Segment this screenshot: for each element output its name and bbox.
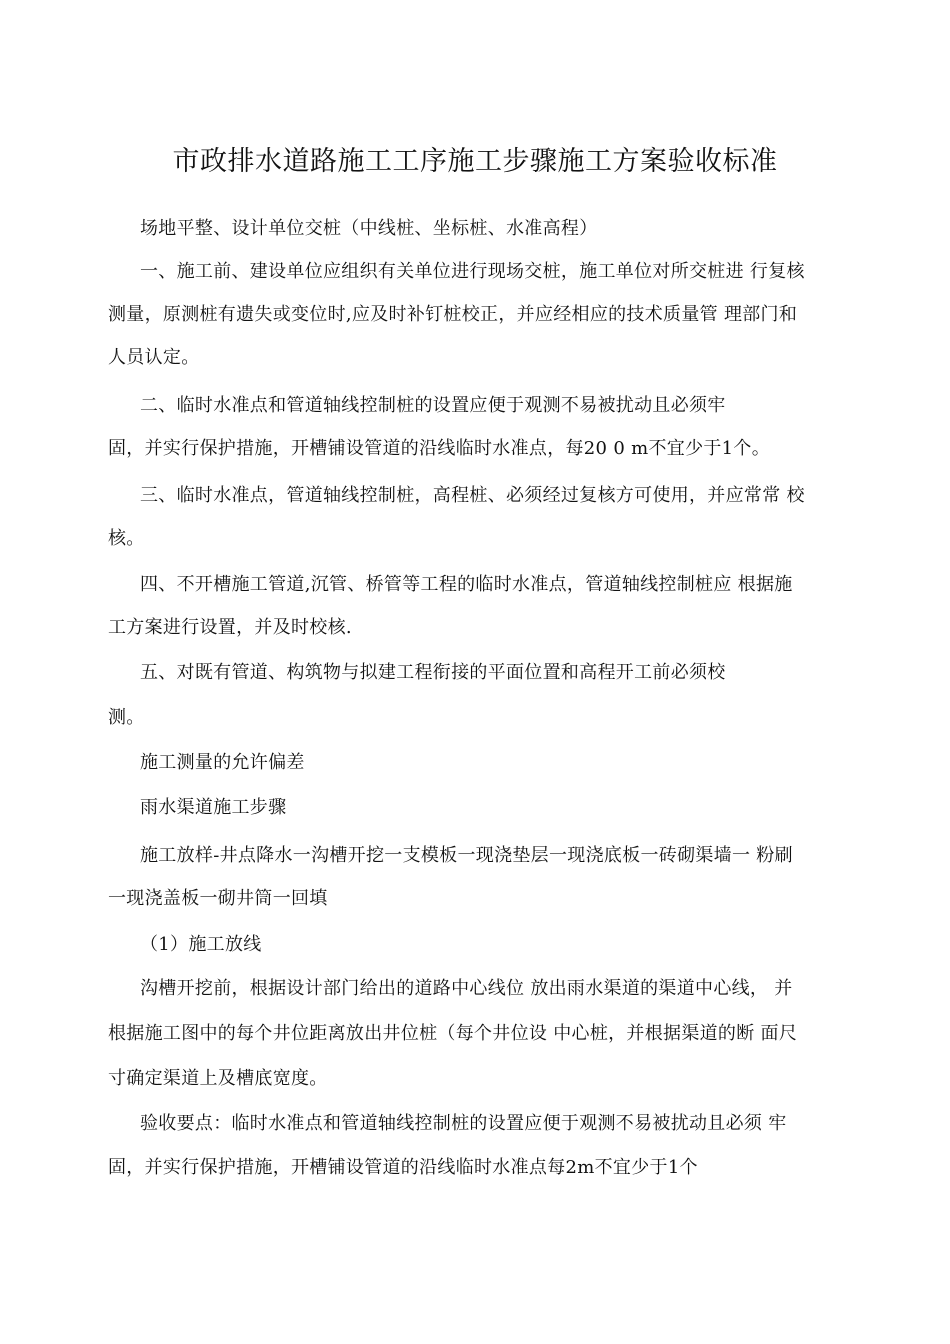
paragraph-line-8: 四、不开槽施工管道,沉管、桥管等工程的临时水准点，管道轴线控制桩应 根据施 bbox=[140, 574, 793, 595]
paragraph-line-7: 核。 bbox=[108, 528, 145, 549]
paragraph-line-9: 工方案进行设置，并及时校核. bbox=[108, 617, 352, 638]
paragraph-line-5: 固，并实行保护措施，开槽铺设管道的沿线临时水准点，每20 0 m不宜少于1个。 bbox=[108, 438, 771, 459]
paragraph-line-18: 根据施工图中的每个井位距离放出井位桩（每个井位设 中心桩，并根据渠道的断 面尺 bbox=[108, 1023, 798, 1044]
section-heading-rainwater-channel-steps: 雨水渠道施工步骤 bbox=[140, 797, 287, 818]
paragraph-line-11: 测。 bbox=[108, 707, 145, 728]
paragraph-line-acceptance-points: 验收要点：临时水准点和管道轴线控制桩的设置应便于观测不易被扰动且必须 牢 bbox=[140, 1113, 787, 1134]
paragraph-line-15: 一现浇盖板一砌井筒一回填 bbox=[108, 888, 328, 909]
paragraph-line-21: 固，并实行保护措施，开槽铺设管道的沿线临时水准点每2m不宜少于1个 bbox=[108, 1157, 698, 1178]
paragraph-line-17: 沟槽开挖前，根据设计部门给出的道路中心线位 放出雨水渠道的渠道中心线， 并 bbox=[140, 978, 793, 999]
paragraph-line-6: 三、临时水准点，管道轴线控制桩，高程桩、必须经过复核方可使用，并应常常 校 bbox=[140, 485, 805, 506]
paragraph-line-3: 人员认定。 bbox=[108, 347, 200, 368]
subsection-heading-construction-layout: （1）施工放线 bbox=[140, 934, 262, 955]
section-heading-measurement-tolerance: 施工测量的允许偏差 bbox=[140, 752, 305, 773]
paragraph-line-14: 施工放样-井点降水一沟槽开挖一支模板一现浇垫层一现浇底板一砖砌渠墙一 粉刷 bbox=[140, 845, 793, 866]
paragraph-line-site-leveling: 场地平整、设计单位交桩（中线桩、坐标桩、水准高程） bbox=[140, 218, 598, 239]
document-title: 市政排水道路施工工序施工步骤施工方案验收标准 bbox=[172, 146, 778, 177]
paragraph-line-4: 二、临时水准点和管道轴线控制桩的设置应便于观测不易被扰动且必须牢 bbox=[140, 395, 726, 416]
paragraph-line-1: 一、施工前、建设单位应组织有关单位进行现场交桩，施工单位对所交桩进 行复核 bbox=[140, 261, 805, 282]
paragraph-line-10: 五、对既有管道、构筑物与拟建工程衔接的平面位置和高程开工前必须校 bbox=[140, 662, 726, 683]
paragraph-line-19: 寸确定渠道上及槽底宽度。 bbox=[108, 1068, 328, 1089]
paragraph-line-2: 测量，原测桩有遗失或变位时,应及时补钉桩校正，并应经相应的技术质量管 理部门和 bbox=[108, 304, 798, 325]
